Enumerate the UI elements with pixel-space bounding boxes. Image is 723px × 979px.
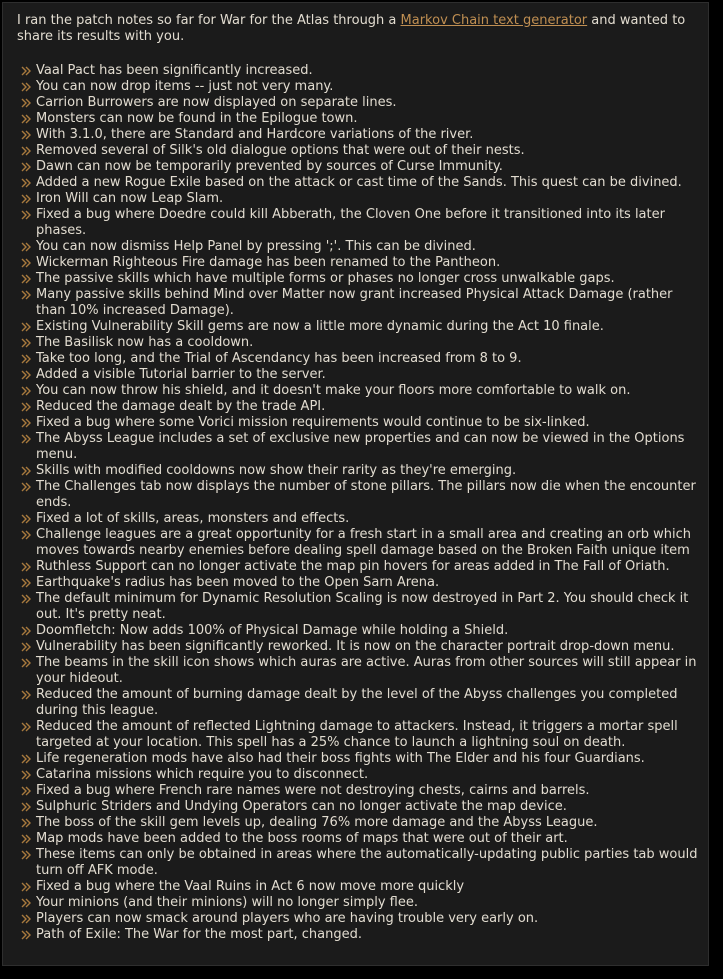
patch-note-item bbox=[11, 575, 708, 591]
patch-note-text: Take too long, and the Trial of Ascendancy has been increased from 8 to 9. bbox=[36, 351, 522, 366]
arrow-bullet-icon bbox=[21, 930, 33, 940]
patch-note-text: Players can now smack around players who are having trouble very early on. bbox=[36, 911, 539, 926]
patch-note-text: Carrion Burrowers are now displayed on separate lines. bbox=[36, 95, 397, 110]
patch-note-item bbox=[11, 623, 708, 639]
patch-note-item bbox=[11, 271, 708, 287]
patch-note-item bbox=[11, 351, 708, 367]
arrow-bullet-icon bbox=[21, 338, 33, 348]
patch-note-item bbox=[11, 559, 708, 575]
arrow-bullet-icon bbox=[21, 322, 33, 332]
patch-note-text: Fixed a bug where Doedre could kill Abberath, the Cloven One before it transitioned into its later phases. bbox=[36, 207, 665, 238]
patch-note-text: The passive skills which have multiple forms or phases no longer cross unwalkable gaps. bbox=[36, 271, 615, 286]
patch-note-item bbox=[11, 431, 708, 463]
patch-note-item bbox=[11, 895, 708, 911]
patch-note-text: Path of Exile: The War for the most part, changed. bbox=[36, 927, 363, 942]
patch-note-text: The beams in the skill icon shows which auras are active. Auras from other sources will still appear in your hideout. bbox=[36, 655, 697, 686]
patch-note-text: Challenge leagues are a great opportunity for a fresh start in a small area and creating an orb which moves towards nearby enemies before dealing spell damage based on the Broken Faith unique item bbox=[36, 527, 691, 558]
patch-note-item bbox=[11, 511, 708, 527]
arrow-bullet-icon bbox=[21, 914, 33, 924]
arrow-bullet-icon bbox=[21, 258, 33, 268]
patch-note-item bbox=[11, 927, 708, 943]
patch-note-text: The boss of the skill gem levels up, dealing 76% more damage and the Abyss League. bbox=[36, 815, 598, 830]
arrow-bullet-icon bbox=[21, 82, 33, 92]
patch-note-text: Map mods have been added to the boss rooms of maps that were out of their art. bbox=[36, 831, 568, 846]
patch-note-item bbox=[11, 639, 708, 655]
patch-note-text: Many passive skills behind Mind over Matter now grant increased Physical Attack Damage (rather than 10% increased Damage). bbox=[36, 287, 673, 318]
arrow-bullet-icon bbox=[21, 402, 33, 412]
arrow-bullet-icon bbox=[21, 146, 33, 156]
patch-note-item bbox=[11, 783, 708, 799]
patch-note-item bbox=[11, 799, 708, 815]
patch-note-item bbox=[11, 335, 708, 351]
patch-note-item bbox=[11, 815, 708, 831]
arrow-bullet-icon bbox=[21, 386, 33, 396]
patch-note-text: These items can only be obtained in areas where the automatically-updating public parties tab would turn off AFK mode. bbox=[36, 847, 698, 878]
arrow-bullet-icon bbox=[21, 290, 33, 300]
patch-notes-list bbox=[11, 63, 708, 943]
arrow-bullet-icon bbox=[21, 178, 33, 188]
arrow-bullet-icon bbox=[21, 690, 33, 700]
patch-note-item bbox=[11, 95, 708, 111]
patch-note-item bbox=[11, 463, 708, 479]
arrow-bullet-icon bbox=[21, 466, 33, 476]
patch-note-text: Removed several of Silk's old dialogue options that were out of their nests. bbox=[36, 143, 525, 158]
arrow-bullet-icon bbox=[21, 786, 33, 796]
arrow-bullet-icon bbox=[21, 722, 33, 732]
patch-note-text: Life regeneration mods have also had their boss fights with The Elder and his four Guardians. bbox=[36, 751, 645, 766]
patch-note-item bbox=[11, 415, 708, 431]
arrow-bullet-icon bbox=[21, 370, 33, 380]
patch-note-text: Reduced the damage dealt by the trade API. bbox=[36, 399, 326, 414]
patch-note-text: Fixed a bug where French rare names were not destroying chests, cairns and barrels. bbox=[36, 783, 590, 798]
patch-note-text: You can now dismiss Help Panel by pressing ';'. This can be divined. bbox=[36, 239, 476, 254]
patch-note-text: Reduced the amount of reflected Lightning damage to attackers. Instead, it triggers a mortar spell targeted at your location. This spell has a 25% chance to launch a lightning soul on death. bbox=[36, 719, 678, 750]
arrow-bullet-icon bbox=[21, 754, 33, 764]
patch-note-item bbox=[11, 687, 708, 719]
arrow-bullet-icon bbox=[21, 658, 33, 668]
patch-note-item bbox=[11, 399, 708, 415]
patch-note-item bbox=[11, 831, 708, 847]
patch-note-item bbox=[11, 319, 708, 335]
arrow-bullet-icon bbox=[21, 418, 33, 428]
patch-note-text: Added a visible Tutorial barrier to the server. bbox=[36, 367, 326, 382]
patch-note-text: Sulphuric Striders and Undying Operators can no longer activate the map device. bbox=[36, 799, 567, 814]
arrow-bullet-icon bbox=[21, 898, 33, 908]
arrow-bullet-icon bbox=[21, 834, 33, 844]
patch-note-item bbox=[11, 255, 708, 271]
arrow-bullet-icon bbox=[21, 626, 33, 636]
patch-note-item bbox=[11, 911, 708, 927]
arrow-bullet-icon bbox=[21, 354, 33, 364]
patch-note-item bbox=[11, 479, 708, 511]
arrow-bullet-icon bbox=[21, 194, 33, 204]
patch-note-text: Fixed a lot of skills, areas, monsters and effects. bbox=[36, 511, 350, 526]
patch-note-item bbox=[11, 367, 708, 383]
patch-note-text: The Basilisk now has a cooldown. bbox=[36, 335, 254, 350]
patch-note-text: Catarina missions which require you to disconnect. bbox=[36, 767, 369, 782]
patch-note-item bbox=[11, 207, 708, 239]
patch-note-text: Fixed a bug where the Vaal Ruins in Act 6 now move more quickly bbox=[36, 879, 465, 894]
patch-note-item bbox=[11, 879, 708, 895]
patch-note-text: Existing Vulnerability Skill gems are now a little more dynamic during the Act 10 finale. bbox=[36, 319, 604, 334]
patch-note-text: Vaal Pact has been significantly increased. bbox=[36, 63, 313, 78]
patch-note-item bbox=[11, 591, 708, 623]
arrow-bullet-icon bbox=[21, 642, 33, 652]
arrow-bullet-icon bbox=[21, 802, 33, 812]
patch-note-item bbox=[11, 751, 708, 767]
arrow-bullet-icon bbox=[21, 162, 33, 172]
post-intro bbox=[17, 13, 696, 45]
patch-note-item bbox=[11, 143, 708, 159]
patch-note-text: Earthquake's radius has been moved to the Open Sarn Arena. bbox=[36, 575, 440, 590]
patch-note-text: Monsters can now be found in the Epilogue town. bbox=[36, 111, 358, 126]
patch-note-item bbox=[11, 767, 708, 783]
patch-note-text: You can now throw his shield, and it doesn't make your floors more comfortable to walk on. bbox=[36, 383, 631, 398]
patch-note-item bbox=[11, 111, 708, 127]
arrow-bullet-icon bbox=[21, 130, 33, 140]
arrow-bullet-icon bbox=[21, 274, 33, 284]
arrow-bullet-icon bbox=[21, 482, 33, 492]
patch-note-item bbox=[11, 63, 708, 79]
arrow-bullet-icon bbox=[21, 818, 33, 828]
arrow-bullet-icon bbox=[21, 594, 33, 604]
patch-note-item bbox=[11, 287, 708, 319]
intro-text-after: and wanted to share its results with you. bbox=[17, 13, 686, 44]
arrow-bullet-icon bbox=[21, 770, 33, 780]
patch-note-text: Added a new Rogue Exile based on the attack or cast time of the Sands. This quest can be divined. bbox=[36, 175, 682, 190]
markov-generator-link[interactable]: Markov Chain text generator bbox=[400, 13, 588, 28]
patch-note-item bbox=[11, 159, 708, 175]
patch-note-text: The Abyss League includes a set of exclusive new properties and can now be viewed in the Options menu. bbox=[36, 431, 685, 462]
arrow-bullet-icon bbox=[21, 882, 33, 892]
intro-text-before: I ran the patch notes so far for War for the Atlas through a bbox=[17, 13, 401, 28]
arrow-bullet-icon bbox=[21, 850, 33, 860]
forum-post bbox=[2, 2, 709, 966]
arrow-bullet-icon bbox=[21, 114, 33, 124]
patch-note-item bbox=[11, 383, 708, 399]
patch-note-item bbox=[11, 191, 708, 207]
patch-note-text: The Challenges tab now displays the number of stone pillars. The pillars now die when the encounter ends. bbox=[36, 479, 696, 510]
patch-note-text: Skills with modified cooldowns now show their rarity as they're emerging. bbox=[36, 463, 517, 478]
arrow-bullet-icon bbox=[21, 562, 33, 572]
patch-note-item bbox=[11, 527, 708, 559]
arrow-bullet-icon bbox=[21, 578, 33, 588]
patch-note-item bbox=[11, 239, 708, 255]
patch-note-item bbox=[11, 79, 708, 95]
arrow-bullet-icon bbox=[21, 434, 33, 444]
patch-note-item bbox=[11, 175, 708, 191]
patch-note-text: Iron Will can now Leap Slam. bbox=[36, 191, 224, 206]
patch-note-text: Dawn can now be temporarily prevented by sources of Curse Immunity. bbox=[36, 159, 503, 174]
patch-note-text: Wickerman Righteous Fire damage has been renamed to the Pantheon. bbox=[36, 255, 501, 270]
patch-note-item bbox=[11, 847, 708, 879]
arrow-bullet-icon bbox=[21, 210, 33, 220]
arrow-bullet-icon bbox=[21, 530, 33, 540]
patch-note-text: Reduced the amount of burning damage dealt by the level of the Abyss challenges you completed during this league. bbox=[36, 687, 678, 718]
patch-note-text: The default minimum for Dynamic Resolution Scaling is now destroyed in Part 2. You should check it out. It's pretty neat. bbox=[36, 591, 689, 622]
patch-note-item bbox=[11, 127, 708, 143]
patch-note-text: Vulnerability has been significantly reworked. It is now on the character portrait drop-down menu. bbox=[36, 639, 675, 654]
patch-note-text: Your minions (and their minions) will no longer simply flee. bbox=[36, 895, 419, 910]
arrow-bullet-icon bbox=[21, 514, 33, 524]
patch-note-text: Ruthless Support can no longer activate the map pin hovers for areas added in The Fall of Oriath. bbox=[36, 559, 670, 574]
patch-note-text: Fixed a bug where some Vorici mission requirements would continue to be six-linked. bbox=[36, 415, 590, 430]
arrow-bullet-icon bbox=[21, 98, 33, 108]
patch-note-item bbox=[11, 719, 708, 751]
patch-note-text: Doomfletch: Now adds 100% of Physical Damage while holding a Shield. bbox=[36, 623, 509, 638]
patch-note-text: With 3.1.0, there are Standard and Hardcore variations of the river. bbox=[36, 127, 474, 142]
arrow-bullet-icon bbox=[21, 66, 33, 76]
patch-note-text: You can now drop items -- just not very many. bbox=[36, 79, 334, 94]
arrow-bullet-icon bbox=[21, 242, 33, 252]
patch-note-item bbox=[11, 655, 708, 687]
